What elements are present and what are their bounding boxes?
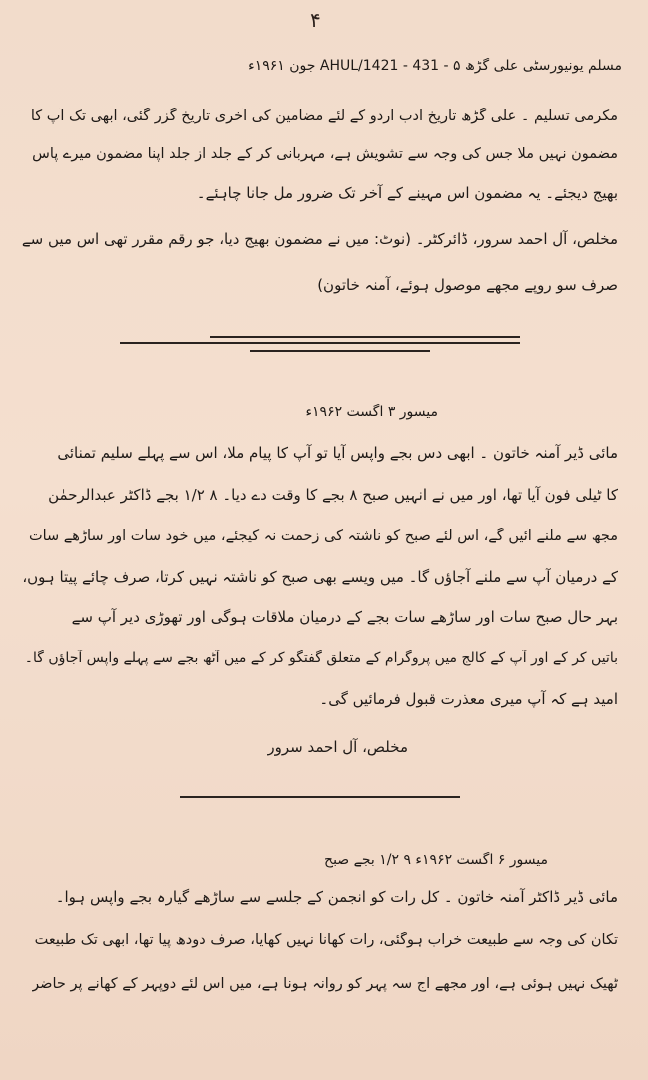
separator-rule-1a [210, 336, 520, 338]
letter2-line-2: کا ٹیلی فون آیا تھا، اور میں نے انہیں صبح ۸ بجے کا وقت دے دیا۔ ۸ ۱/۲ بجے ڈاکٹر عبدالرحمٰن [48, 486, 618, 504]
letter2-line-3: مجھ سے ملنے آئیں گے، اس لئے صبح کو ناشتہ کی زحمت نہ کیجئے، میں خود سات اور ساڑھے سات [28, 528, 618, 544]
separator-rule-1c [250, 350, 430, 352]
letter1-header: مسلم یونیورسٹی علی گڑھ AHUL/1421 - 431 - ۵ جون ۱۹۶۱ء [248, 58, 622, 74]
letter1-line-4: مخلص، آل احمد سرور، ڈائرکٹر۔ (نوٹ: میں نے مضمون بھیج دیا، جو رقم مقرر تھی اس میں سے [21, 230, 618, 248]
letter1-line-1: مکرمی تسلیم ۔ علی گڑھ تاریخ ادب اردو کے لئے مضامین کی آخری تاریخ گزر گئی، ابھی تک آپ کا [30, 108, 618, 124]
letter1-line-5: صرف سو روپے مجھے موصول ہوئے، آمنہ خاتون) [317, 276, 618, 294]
letter2-line-1: مائی ڈیر آمنہ خاتون ۔ ابھی دس بجے واپس آیا تو آپ کا پیام ملا، اس سے پہلے سلیم تمنائی [57, 444, 618, 462]
letter3-line-1: مائی ڈیر ڈاکٹر آمنہ خاتون ۔ کل رات کو انجمن کے جلسے سے ساڑھے گیارہ بجے واپس ہوا۔ [55, 888, 618, 906]
letter3-line-3: ٹھیک نہیں ہوئی ہے، اور مجھے آج سہ پہر کو روانہ ہونا ہے، میں اس لئے دوپہر کے کھانے پر حاضر [32, 976, 618, 992]
letter1-line-3: بھیج دیجئے۔ یہ مضمون اس مہینے کے آخر تک ضرور مل جانا چاہئے۔ [196, 184, 618, 202]
letter2-line-6: باتیں کر کے اور آپ کے کالج میں پروگرام کے متعلق گفتگو کر کے میں آٹھ بجے سے پہلے واپس آجاؤں گا۔ [24, 650, 618, 666]
separator-rule-2 [180, 796, 460, 798]
page-number: ۴ [310, 8, 321, 32]
letter2-line-7: امید ہے کہ آپ میری معذرت قبول فرمائیں گی۔ [319, 690, 618, 708]
letter2-signature: مخلص، آل احمد سرور [267, 738, 408, 756]
letter2-line-5: بہر حال صبح سات اور ساڑھے سات بجے کے درمیان ملاقات ہوگی اور تھوڑی دیر آپ سے [71, 608, 618, 626]
letter3-header: میسور ۶ اگست ۱۹۶۲ء ۹ ۱/۲ بجے صبح [324, 852, 548, 868]
letter2-line-4: کے درمیان آپ سے ملنے آجاؤں گا۔ میں ویسے بھی صبح کو ناشتہ نہیں کرتا، صرف چائے پیتا ہوں، [22, 568, 618, 586]
letter2-header: میسور ۳ اگست ۱۹۶۲ء [305, 404, 438, 420]
letter3-line-2: تکان کی وجہ سے طبیعت خراب ہوگئی، رات کھانا نہیں کھایا، صرف دودھ پیا تھا، ابھی تک طبیعت [34, 932, 618, 948]
separator-rule-1b [120, 342, 520, 344]
letter1-line-2: مضمون نہیں ملا جس کی وجہ سے تشویش ہے، مہربانی کر کے جلد از جلد اپنا مضمون میرے پاس [32, 146, 618, 162]
